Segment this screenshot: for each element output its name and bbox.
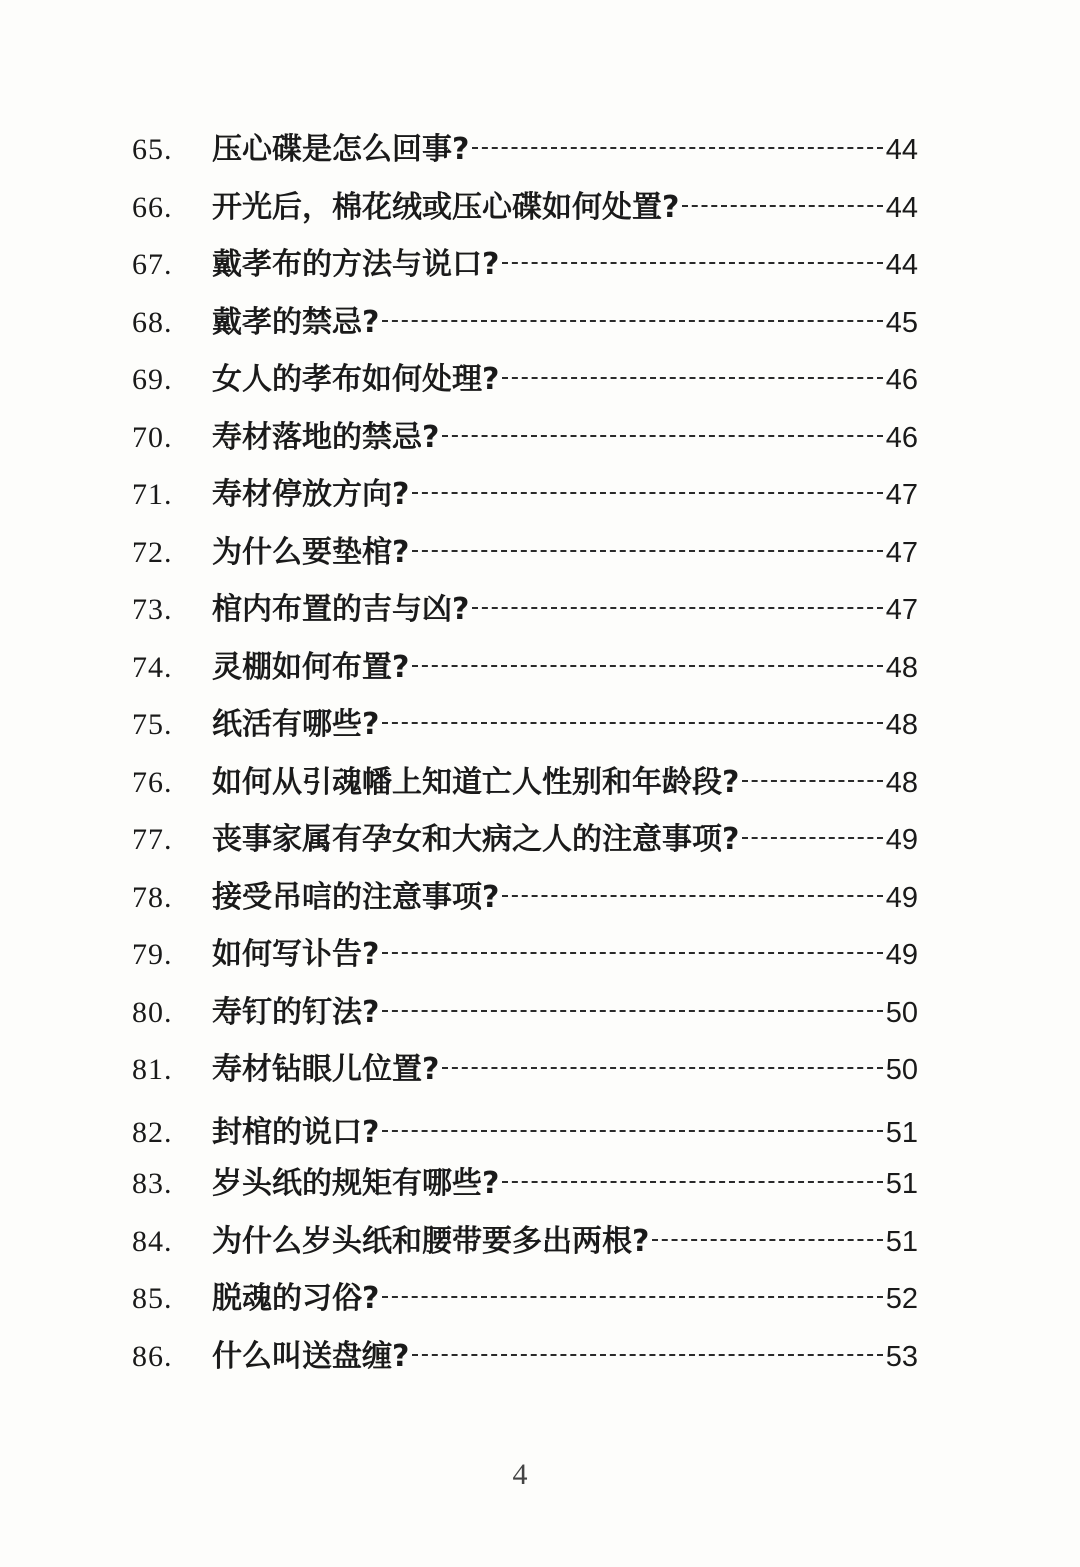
toc-entry-title: 为什么要垫棺? <box>212 535 410 570</box>
toc-entry <box>132 1274 918 1324</box>
toc-entry <box>132 413 918 463</box>
toc-entry <box>132 643 918 693</box>
toc-entry-title: 寿材停放方向? <box>212 477 410 512</box>
toc-entry-number: 71. <box>132 478 173 511</box>
toc-entry-title: 寿材落地的禁忌? <box>212 420 440 455</box>
dot-leader <box>412 665 882 667</box>
toc-entry-page: 51 <box>885 1117 918 1149</box>
dot-leader <box>502 377 882 379</box>
toc-entry-page: 48 <box>885 709 918 741</box>
toc-entry <box>132 585 918 635</box>
toc-entry <box>132 355 918 405</box>
toc-entry-number: 68. <box>132 306 173 339</box>
dot-leader <box>382 1130 882 1132</box>
toc-entry <box>132 240 918 290</box>
toc-entry <box>132 1045 918 1095</box>
toc-entry-number: 74. <box>132 651 173 684</box>
toc-entry-page: 50 <box>885 997 918 1029</box>
dot-leader <box>412 1354 882 1356</box>
toc-entry-page: 51 <box>885 1168 918 1200</box>
toc-entry-title: 接受吊唁的注意事项? <box>212 880 500 915</box>
toc-entry <box>132 1332 918 1382</box>
toc-entry-number: 70. <box>132 421 173 454</box>
toc-entry-page: 52 <box>885 1283 918 1315</box>
toc-entry-number: 83. <box>132 1167 173 1200</box>
toc-entry-title: 纸活有哪些? <box>212 707 380 742</box>
dot-leader <box>742 780 882 782</box>
toc-entry-title: 封棺的说口? <box>212 1115 380 1150</box>
toc-entry <box>132 125 918 175</box>
toc-entry-title: 戴孝布的方法与说口? <box>212 247 500 282</box>
dot-leader <box>652 1239 882 1241</box>
toc-entry-page: 49 <box>885 939 918 971</box>
toc-entry-page: 47 <box>885 594 918 626</box>
toc-entry-title: 戴孝的禁忌? <box>212 305 380 340</box>
toc-entry-title: 为什么岁头纸和腰带要多出两根? <box>212 1224 650 1259</box>
toc-entry-number: 80. <box>132 996 173 1029</box>
toc-entry-number: 77. <box>132 823 173 856</box>
dot-leader <box>472 607 882 609</box>
dot-leader <box>502 1181 882 1183</box>
toc-entry-title: 岁头纸的规矩有哪些? <box>212 1166 500 1201</box>
toc-entry-page: 47 <box>885 537 918 569</box>
toc-entry <box>132 1108 918 1158</box>
toc-entry-number: 82. <box>132 1116 173 1149</box>
toc-entry <box>132 470 918 520</box>
toc-entry-page: 48 <box>885 767 918 799</box>
toc-entry <box>132 758 918 808</box>
toc-entry-title: 棺内布置的吉与凶? <box>212 592 470 627</box>
toc-entry-page: 51 <box>885 1226 918 1258</box>
toc-entry-page: 50 <box>885 1054 918 1086</box>
dot-leader <box>442 1067 882 1069</box>
toc-entry-number: 86. <box>132 1340 173 1373</box>
toc-entry-number: 78. <box>132 881 173 914</box>
toc-entry-title: 寿材钻眼儿位置? <box>212 1052 440 1087</box>
toc-entry-page: 44 <box>885 192 918 224</box>
toc-entry <box>132 988 918 1038</box>
toc-entry-number: 67. <box>132 248 173 281</box>
toc-entry-number: 84. <box>132 1225 173 1258</box>
toc-entry-page: 46 <box>885 422 918 454</box>
toc-entry-number: 85. <box>132 1282 173 1315</box>
toc-entry-title: 如何从引魂幡上知道亡人性别和年龄段? <box>212 765 740 800</box>
toc-entry-number: 76. <box>132 766 173 799</box>
toc-entry-title: 丧事家属有孕女和大病之人的注意事项? <box>212 822 740 857</box>
dot-leader <box>412 550 882 552</box>
toc-entry-number: 81. <box>132 1053 173 1086</box>
toc-entry-number: 75. <box>132 708 173 741</box>
toc-entry-title: 压心碟是怎么回事? <box>212 132 470 167</box>
toc-entry <box>132 298 918 348</box>
toc-entry <box>132 1217 918 1267</box>
toc-entry-page: 47 <box>885 479 918 511</box>
dot-leader <box>472 147 882 149</box>
dot-leader <box>742 837 882 839</box>
dot-leader <box>502 895 882 897</box>
toc-entry <box>132 1159 918 1209</box>
toc-entry <box>132 930 918 980</box>
toc-entry <box>132 700 918 750</box>
toc-entry-title: 开光后，棉花绒或压心碟如何处置? <box>212 190 680 225</box>
toc-entry-number: 72. <box>132 536 173 569</box>
dot-leader <box>412 492 882 494</box>
toc-entry-title: 脱魂的习俗? <box>212 1281 380 1316</box>
dot-leader <box>382 320 882 322</box>
toc-entry-page: 44 <box>885 249 918 281</box>
toc-entry <box>132 873 918 923</box>
toc-entry-page: 49 <box>885 824 918 856</box>
toc-entry-number: 73. <box>132 593 173 626</box>
toc-entry-title: 如何写讣告? <box>212 937 380 972</box>
dot-leader <box>382 722 882 724</box>
toc-entry-title: 灵棚如何布置? <box>212 650 410 685</box>
toc-entry-number: 65. <box>132 133 173 166</box>
toc-entry <box>132 528 918 578</box>
toc-entry-page: 46 <box>885 364 918 396</box>
toc-entry-page: 48 <box>885 652 918 684</box>
toc-entry-number: 69. <box>132 363 173 396</box>
toc-entry-number: 79. <box>132 938 173 971</box>
dot-leader <box>682 205 882 207</box>
dot-leader <box>502 262 882 264</box>
toc-entry-page: 53 <box>885 1341 918 1373</box>
dot-leader <box>382 952 882 954</box>
toc-entry-page: 49 <box>885 882 918 914</box>
toc-entry-page: 45 <box>885 307 918 339</box>
toc-entry-title: 什么叫送盘缠? <box>212 1339 410 1374</box>
dot-leader <box>442 435 882 437</box>
toc-entry-title: 寿钉的钉法? <box>212 995 380 1030</box>
dot-leader <box>382 1010 882 1012</box>
page-number: 4 <box>512 1458 528 1491</box>
toc-entry-page: 44 <box>885 134 918 166</box>
toc-entry-title: 女人的孝布如何处理? <box>212 362 500 397</box>
toc-entry <box>132 183 918 233</box>
dot-leader <box>382 1296 882 1298</box>
toc-entry <box>132 815 918 865</box>
toc-entry-number: 66. <box>132 191 173 224</box>
